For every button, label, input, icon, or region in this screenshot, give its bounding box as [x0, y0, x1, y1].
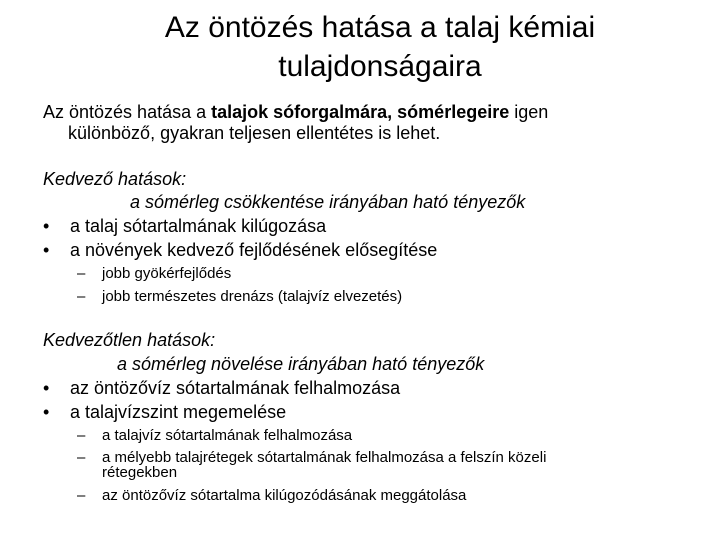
- unfavorable-subitem-1: [77, 427, 352, 444]
- dash-marker: –: [77, 288, 86, 305]
- favorable-bullet-1: [43, 216, 326, 237]
- bullet-text: a talajvízszint megemelése: [70, 402, 287, 422]
- intro-bold: talajok sóforgalmára, sómérlegeire: [211, 102, 510, 122]
- dash-marker: –: [77, 449, 86, 466]
- unfavorable-heading: Kedvezőtlen hatások:: [43, 330, 216, 350]
- favorable-bullet-2: [43, 240, 437, 261]
- intro-suffix: igen: [509, 102, 549, 122]
- unfavorable-subitem-2: [77, 450, 546, 480]
- bullet-marker: •: [43, 378, 50, 398]
- subitem-text: jobb természetes drenázs (talajvíz elvezetés): [102, 288, 403, 305]
- subitem-text: az öntözővíz sótartalma kilúgozódásának meggátolása: [102, 487, 467, 504]
- title-line-1: Az öntözés hatása a talaj kémiai: [164, 11, 596, 44]
- bullet-marker: •: [43, 402, 50, 422]
- subitem-text: a talajvíz sótartalmának felhalmozása: [102, 427, 353, 444]
- intro-paragraph: [43, 102, 693, 144]
- bullet-marker: •: [43, 216, 50, 236]
- favorable-subitem-1: [77, 265, 231, 282]
- unfavorable-subitem-3: [77, 487, 466, 504]
- bullet-marker: •: [43, 240, 50, 260]
- favorable-subheading: a sómérleg csökkentése irányában ható tényezők: [130, 192, 526, 212]
- subitem-text: jobb gyökérfejlődés: [102, 265, 232, 282]
- favorable-heading: Kedvező hatások:: [43, 169, 187, 189]
- intro-line-2: különböző, gyakran teljesen ellentétes is lehet.: [68, 123, 441, 143]
- unfavorable-bullet-1: [43, 378, 400, 399]
- subitem-text: a mélyebb talajrétegek sótartalmának felhalmozása a felszín közeli: [102, 449, 547, 466]
- intro-prefix: Az öntözés hatása a: [43, 102, 212, 122]
- slide-title: [40, 8, 720, 86]
- unfavorable-bullet-2: [43, 402, 286, 423]
- unfavorable-subheading: a sómérleg növelése irányában ható tényezők: [117, 354, 485, 374]
- title-line-2: tulajdonságaira: [278, 50, 482, 83]
- bullet-text: a növények kedvező fejlődésének elősegítése: [70, 240, 438, 260]
- dash-marker: –: [77, 265, 86, 282]
- favorable-subitem-2: [77, 288, 402, 305]
- dash-marker: –: [77, 487, 86, 504]
- bullet-text: a talaj sótartalmának kilúgozása: [70, 216, 327, 236]
- dash-marker: –: [77, 427, 86, 444]
- subitem-text-continuation: rétegekben: [102, 464, 178, 481]
- bullet-text: az öntözővíz sótartalmának felhalmozása: [70, 378, 401, 398]
